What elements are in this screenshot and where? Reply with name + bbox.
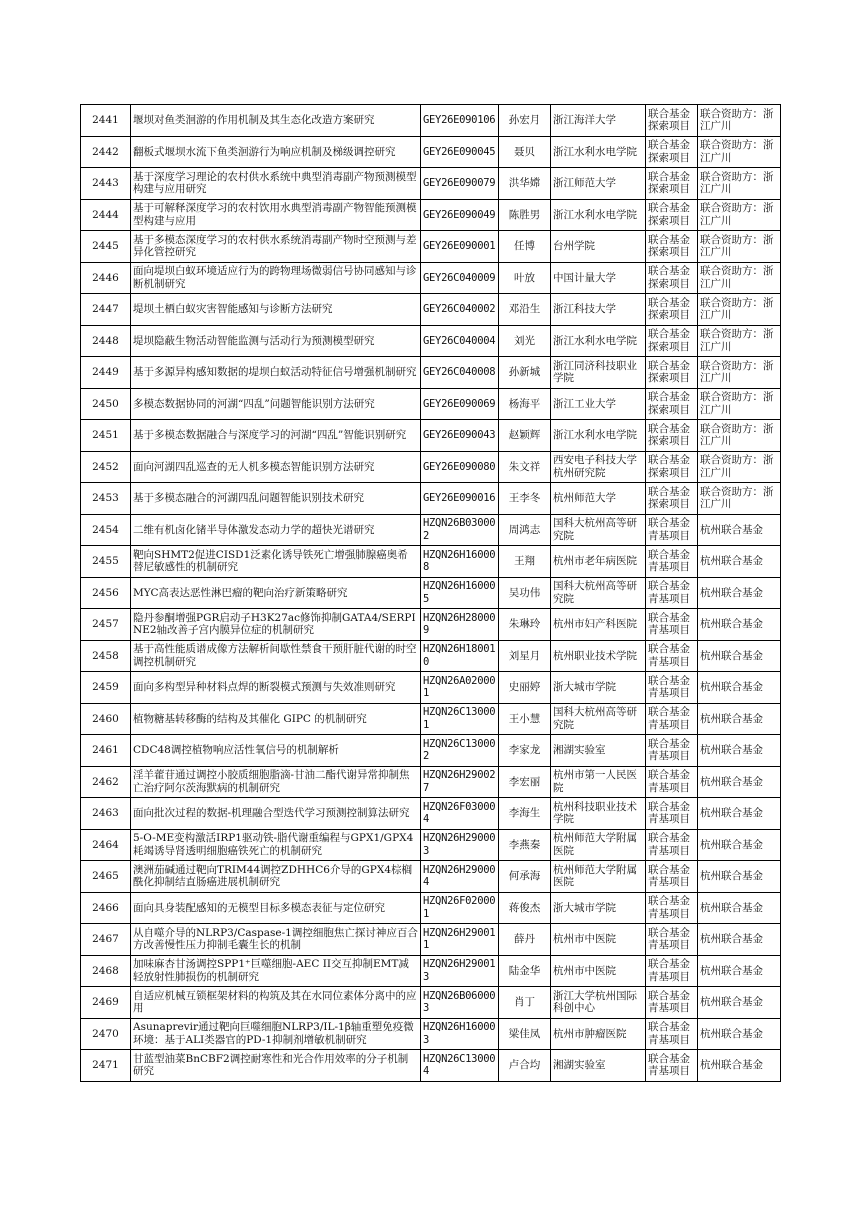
applicant-name: 朱文祥: [499, 451, 551, 483]
project-code: HZQN26H290003: [421, 829, 499, 861]
table-row: [81, 798, 781, 830]
table-row: [81, 294, 781, 326]
project-type: 联合基金探索项目: [646, 262, 698, 294]
project-title: 植物糖基转移酶的结构及其催化 GIPC 的机制研究: [131, 703, 421, 735]
funding-source: 杭州联合基金: [698, 798, 781, 830]
row-number: 2467: [81, 924, 131, 956]
project-type: 联合基金青基项目: [646, 703, 698, 735]
table-row: [81, 672, 781, 704]
funding-source: 联合资助方：浙江广川: [698, 262, 781, 294]
applicant-name: 陈胜男: [499, 199, 551, 231]
table-row: [81, 420, 781, 452]
applicant-name: 王翔: [499, 546, 551, 578]
row-number: 2464: [81, 829, 131, 861]
project-type: 联合基金探索项目: [646, 451, 698, 483]
row-number: 2454: [81, 514, 131, 546]
institution: 杭州科技职业技术学院: [551, 798, 646, 830]
row-number: 2453: [81, 483, 131, 515]
row-number: 2461: [81, 735, 131, 767]
project-title: 面向堤坝白蚁环境适应行为的跨物理场微弱信号协同感知与诊断机制研究: [131, 262, 421, 294]
project-code: HZQN26H280009: [421, 609, 499, 641]
funding-source: 杭州联合基金: [698, 514, 781, 546]
table-row: [81, 105, 781, 137]
table-row: [81, 199, 781, 231]
institution: 杭州师范大学附属医院: [551, 829, 646, 861]
project-code: GEY26E090049: [421, 199, 499, 231]
funding-source: 杭州联合基金: [698, 766, 781, 798]
table-row: [81, 766, 781, 798]
project-title: 堰坝对鱼类洄游的作用机制及其生态化改造方案研究: [131, 105, 421, 137]
applicant-name: 王李冬: [499, 483, 551, 515]
institution: 中国计量大学: [551, 262, 646, 294]
table-row: [81, 829, 781, 861]
row-number: 2465: [81, 861, 131, 893]
funding-source: 联合资助方：浙江广川: [698, 105, 781, 137]
project-table: [80, 104, 781, 1082]
project-code: HZQN26C130001: [421, 703, 499, 735]
row-number: 2470: [81, 1018, 131, 1050]
table-row: [81, 703, 781, 735]
project-code: HZQN26B060003: [421, 987, 499, 1019]
project-type: 联合基金青基项目: [646, 987, 698, 1019]
project-type: 联合基金青基项目: [646, 609, 698, 641]
funding-source: 杭州联合基金: [698, 1018, 781, 1050]
row-number: 2449: [81, 357, 131, 389]
applicant-name: 何承海: [499, 861, 551, 893]
project-title: 二维有机卤化锗半导体激发态动力学的超快光谱研究: [131, 514, 421, 546]
institution: 杭州市妇产科医院: [551, 609, 646, 641]
institution: 杭州市老年病医院: [551, 546, 646, 578]
table-row: [81, 136, 781, 168]
table-row: [81, 325, 781, 357]
project-title: MYC高表达恶性淋巴瘤的靶向治疗新策略研究: [131, 577, 421, 609]
funding-source: 联合资助方：浙江广川: [698, 168, 781, 200]
table-row: [81, 955, 781, 987]
project-code: HZQN26F030004: [421, 798, 499, 830]
project-code: HZQN26B030002: [421, 514, 499, 546]
project-type: 联合基金青基项目: [646, 892, 698, 924]
project-type: 联合基金青基项目: [646, 829, 698, 861]
project-type: 联合基金青基项目: [646, 1050, 698, 1082]
row-number: 2457: [81, 609, 131, 641]
institution: 杭州市肿瘤医院: [551, 1018, 646, 1050]
applicant-name: 洪华嫦: [499, 168, 551, 200]
project-type: 联合基金探索项目: [646, 483, 698, 515]
row-number: 2447: [81, 294, 131, 326]
row-number: 2458: [81, 640, 131, 672]
funding-source: 杭州联合基金: [698, 672, 781, 704]
table-row: [81, 735, 781, 767]
table-row: [81, 987, 781, 1019]
funding-source: 杭州联合基金: [698, 1050, 781, 1082]
funding-source: 杭州联合基金: [698, 987, 781, 1019]
funding-source: 杭州联合基金: [698, 735, 781, 767]
applicant-name: 刘光: [499, 325, 551, 357]
funding-source: 联合资助方：浙江广川: [698, 420, 781, 452]
applicant-name: 邓沿生: [499, 294, 551, 326]
institution: 浙江大学杭州国际科创中心: [551, 987, 646, 1019]
row-number: 2469: [81, 987, 131, 1019]
project-type: 联合基金探索项目: [646, 105, 698, 137]
institution: 国科大杭州高等研究院: [551, 514, 646, 546]
institution: 浙江水利水电学院: [551, 136, 646, 168]
project-title: 基于深度学习理论的农村供水系统中典型消毒副产物预测模型构建与应用研究: [131, 168, 421, 200]
funding-source: 联合资助方：浙江广川: [698, 357, 781, 389]
project-code: HZQN26F020001: [421, 892, 499, 924]
funding-source: 联合资助方：浙江广川: [698, 483, 781, 515]
table-row: [81, 577, 781, 609]
funding-source: 杭州联合基金: [698, 577, 781, 609]
table-row: [81, 861, 781, 893]
project-title: 从自噬介导的NLRP3/Caspase-1调控细胞焦亡探讨神应百合方改善慢性压力抑制毛囊生长的机制: [131, 924, 421, 956]
project-title: 自适应机械互锁框架材料的构筑及其在水同位素体分离中的应用: [131, 987, 421, 1019]
funding-source: 杭州联合基金: [698, 546, 781, 578]
project-code: GEY26C040002: [421, 294, 499, 326]
project-type: 联合基金青基项目: [646, 514, 698, 546]
institution: 浙江师范大学: [551, 168, 646, 200]
applicant-name: 周鸿志: [499, 514, 551, 546]
project-title: 澳洲茄碱通过靶向TRIM44调控ZDHHC6介导的GPX4棕榈酰化抑制结直肠癌进展机制研究: [131, 861, 421, 893]
project-code: HZQN26H290011: [421, 924, 499, 956]
row-number: 2452: [81, 451, 131, 483]
applicant-name: 李燕秦: [499, 829, 551, 861]
table-row: [81, 388, 781, 420]
row-number: 2441: [81, 105, 131, 137]
applicant-name: 聂贝: [499, 136, 551, 168]
project-title: 堤坝隐蔽生物活动智能监测与活动行为预测模型研究: [131, 325, 421, 357]
row-number: 2455: [81, 546, 131, 578]
table-row: [81, 483, 781, 515]
project-title: 甘蓝型油菜BnCBF2调控耐寒性和光合作用效率的分子机制研究: [131, 1050, 421, 1082]
project-title: 面向河湖四乱巡查的无人机多模态智能识别方法研究: [131, 451, 421, 483]
row-number: 2459: [81, 672, 131, 704]
project-type: 联合基金青基项目: [646, 798, 698, 830]
institution: 国科大杭州高等研究院: [551, 577, 646, 609]
project-title: Asunaprevir通过靶向巨噬细胞NLRP3/IL-1β轴重塑免疫微环境：基于ALI类器官的PD-1抑制剂增敏机制研究: [131, 1018, 421, 1050]
project-type: 联合基金探索项目: [646, 325, 698, 357]
applicant-name: 任博: [499, 231, 551, 263]
project-title: 翻板式堰坝水流下鱼类洄游行为响应机制及梯级调控研究: [131, 136, 421, 168]
project-type: 联合基金青基项目: [646, 735, 698, 767]
project-type: 联合基金探索项目: [646, 199, 698, 231]
row-number: 2456: [81, 577, 131, 609]
funding-source: 杭州联合基金: [698, 924, 781, 956]
applicant-name: 李宏丽: [499, 766, 551, 798]
institution: 西安电子科技大学杭州研究院: [551, 451, 646, 483]
table-row: [81, 451, 781, 483]
table-row: [81, 609, 781, 641]
project-code: GEY26E090016: [421, 483, 499, 515]
funding-source: 杭州联合基金: [698, 892, 781, 924]
project-title: 基于多模态数据融合与深度学习的河湖“四乱”智能识别研究: [131, 420, 421, 452]
project-code: HZQN26H160008: [421, 546, 499, 578]
institution: 浙江科技大学: [551, 294, 646, 326]
institution: 杭州市第一人民医院: [551, 766, 646, 798]
institution: 湘湖实验室: [551, 735, 646, 767]
row-number: 2460: [81, 703, 131, 735]
project-type: 联合基金青基项目: [646, 640, 698, 672]
project-title: 多模态数据协同的河湖“四乱”问题智能识别方法研究: [131, 388, 421, 420]
project-title: 加味麻杏甘汤调控SPP1⁺巨噬细胞-AEC II交互抑制EMT减轻放射性肺损伤的机制研究: [131, 955, 421, 987]
project-type: 联合基金探索项目: [646, 136, 698, 168]
project-code: HZQN26H290004: [421, 861, 499, 893]
applicant-name: 李海生: [499, 798, 551, 830]
row-number: 2463: [81, 798, 131, 830]
project-code: GEY26C040008: [421, 357, 499, 389]
project-title: 堤坝土栖白蚁灾害智能感知与诊断方法研究: [131, 294, 421, 326]
applicant-name: 叶放: [499, 262, 551, 294]
project-code: HZQN26H290013: [421, 955, 499, 987]
project-type: 联合基金探索项目: [646, 168, 698, 200]
project-type: 联合基金青基项目: [646, 924, 698, 956]
institution: 浙江工业大学: [551, 388, 646, 420]
project-code: HZQN26C130002: [421, 735, 499, 767]
table-body: [81, 105, 781, 1082]
project-code: GEY26E090106: [421, 105, 499, 137]
funding-source: 联合资助方：浙江广川: [698, 231, 781, 263]
project-type: 联合基金青基项目: [646, 861, 698, 893]
table-row: [81, 1018, 781, 1050]
row-number: 2462: [81, 766, 131, 798]
project-title: 隐丹参酮增强PGR启动子H3K27ac修饰抑制GATA4/SERPINE2轴改善子宫内膜异位症的机制研究: [131, 609, 421, 641]
project-code: GEY26E090069: [421, 388, 499, 420]
applicant-name: 孙新城: [499, 357, 551, 389]
funding-source: 联合资助方：浙江广川: [698, 294, 781, 326]
project-type: 联合基金青基项目: [646, 1018, 698, 1050]
row-number: 2450: [81, 388, 131, 420]
applicant-name: 王小慧: [499, 703, 551, 735]
project-title: 面向具身装配感知的无模型目标多模态表征与定位研究: [131, 892, 421, 924]
institution: 浙江同济科技职业学院: [551, 357, 646, 389]
applicant-name: 刘星月: [499, 640, 551, 672]
project-code: GEY26C040004: [421, 325, 499, 357]
project-title: 基于多模态深度学习的农村供水系统消毒副产物时空预测与差异化管控研究: [131, 231, 421, 263]
applicant-name: 蒋俊杰: [499, 892, 551, 924]
institution: 杭州市中医院: [551, 955, 646, 987]
table-row: [81, 231, 781, 263]
applicant-name: 杨海平: [499, 388, 551, 420]
funding-source: 杭州联合基金: [698, 640, 781, 672]
applicant-name: 梁佳凤: [499, 1018, 551, 1050]
project-title: 基于可解释深度学习的农村饮用水典型消毒副产物智能预测模型构建与应用: [131, 199, 421, 231]
row-number: 2446: [81, 262, 131, 294]
table-row: [81, 546, 781, 578]
funding-source: 联合资助方：浙江广川: [698, 199, 781, 231]
project-type: 联合基金青基项目: [646, 577, 698, 609]
project-type: 联合基金青基项目: [646, 766, 698, 798]
table-row: [81, 262, 781, 294]
applicant-name: 朱琳玲: [499, 609, 551, 641]
applicant-name: 李家龙: [499, 735, 551, 767]
project-type: 联合基金探索项目: [646, 294, 698, 326]
table-row: [81, 924, 781, 956]
project-type: 联合基金青基项目: [646, 546, 698, 578]
project-title: 淫羊藿苷通过调控小胶质细胞脂滴-甘油二酯代谢异常抑制焦亡治疗阿尔茨海默病的机制研究: [131, 766, 421, 798]
project-code: HZQN26H160003: [421, 1018, 499, 1050]
institution: 湘湖实验室: [551, 1050, 646, 1082]
funding-source: 联合资助方：浙江广川: [698, 136, 781, 168]
applicant-name: 赵颖辉: [499, 420, 551, 452]
row-number: 2466: [81, 892, 131, 924]
funding-source: 联合资助方：浙江广川: [698, 388, 781, 420]
project-title: 靶向SHMT2促进CISD1泛素化诱导铁死亡增强肺腺癌奥希替尼敏感性的机制研究: [131, 546, 421, 578]
project-title: 面向批次过程的数据-机理融合型迭代学习预测控制算法研究: [131, 798, 421, 830]
institution: 杭州职业技术学院: [551, 640, 646, 672]
row-number: 2442: [81, 136, 131, 168]
project-code: HZQN26A020001: [421, 672, 499, 704]
project-code: GEY26C040009: [421, 262, 499, 294]
funding-source: 杭州联合基金: [698, 703, 781, 735]
project-type: 联合基金探索项目: [646, 388, 698, 420]
project-title: 基于多源异构感知数据的堤坝白蚁活动特征信号增强机制研究: [131, 357, 421, 389]
institution: 杭州师范大学附属医院: [551, 861, 646, 893]
table-row: [81, 892, 781, 924]
project-type: 联合基金探索项目: [646, 420, 698, 452]
funding-source: 联合资助方：浙江广川: [698, 325, 781, 357]
table-row: [81, 1050, 781, 1082]
table-row: [81, 514, 781, 546]
institution: 台州学院: [551, 231, 646, 263]
project-code: GEY26E090045: [421, 136, 499, 168]
funding-source: 杭州联合基金: [698, 609, 781, 641]
institution: 浙大城市学院: [551, 672, 646, 704]
institution: 杭州师范大学: [551, 483, 646, 515]
project-code: HZQN26C130004: [421, 1050, 499, 1082]
project-type: 联合基金探索项目: [646, 231, 698, 263]
project-type: 联合基金青基项目: [646, 672, 698, 704]
table-row: [81, 168, 781, 200]
institution: 浙大城市学院: [551, 892, 646, 924]
funding-source: 杭州联合基金: [698, 955, 781, 987]
project-title: 5-O-ME变构激活IRP1驱动铁-脂代谢重编程与GPX1/GPX4耗竭诱导肾透明细胞癌铁死亡的机制研究: [131, 829, 421, 861]
row-number: 2471: [81, 1050, 131, 1082]
project-title: CDC48调控植物响应活性氧信号的机制解析: [131, 735, 421, 767]
project-code: HZQN26H180010: [421, 640, 499, 672]
applicant-name: 孙宏月: [499, 105, 551, 137]
institution: 国科大杭州高等研究院: [551, 703, 646, 735]
applicant-name: 陆金华: [499, 955, 551, 987]
row-number: 2445: [81, 231, 131, 263]
row-number: 2468: [81, 955, 131, 987]
row-number: 2443: [81, 168, 131, 200]
project-code: GEY26E090001: [421, 231, 499, 263]
row-number: 2444: [81, 199, 131, 231]
applicant-name: 史丽婷: [499, 672, 551, 704]
project-code: GEY26E090043: [421, 420, 499, 452]
project-code: GEY26E090079: [421, 168, 499, 200]
project-title: 面向多构型异种材料点焊的断裂模式预测与失效准则研究: [131, 672, 421, 704]
row-number: 2448: [81, 325, 131, 357]
project-code: HZQN26H160005: [421, 577, 499, 609]
project-code: HZQN26H290027: [421, 766, 499, 798]
applicant-name: 肖丁: [499, 987, 551, 1019]
project-type: 联合基金青基项目: [646, 955, 698, 987]
funding-source: 联合资助方：浙江广川: [698, 451, 781, 483]
institution: 杭州市中医院: [551, 924, 646, 956]
institution: 浙江水利水电学院: [551, 199, 646, 231]
funding-source: 杭州联合基金: [698, 829, 781, 861]
applicant-name: 吴功伟: [499, 577, 551, 609]
applicant-name: 卢合均: [499, 1050, 551, 1082]
project-title: 基于高性能质谱成像方法解析间歇性禁食干预肝脏代谢的时空调控机制研究: [131, 640, 421, 672]
project-code: GEY26E090080: [421, 451, 499, 483]
project-type: 联合基金探索项目: [646, 357, 698, 389]
institution: 浙江海洋大学: [551, 105, 646, 137]
applicant-name: 薛丹: [499, 924, 551, 956]
row-number: 2451: [81, 420, 131, 452]
project-title: 基于多模态融合的河湖四乱问题智能识别技术研究: [131, 483, 421, 515]
table-row: [81, 640, 781, 672]
institution: 浙江水利水电学院: [551, 325, 646, 357]
funding-source: 杭州联合基金: [698, 861, 781, 893]
table-row: [81, 357, 781, 389]
institution: 浙江水利水电学院: [551, 420, 646, 452]
